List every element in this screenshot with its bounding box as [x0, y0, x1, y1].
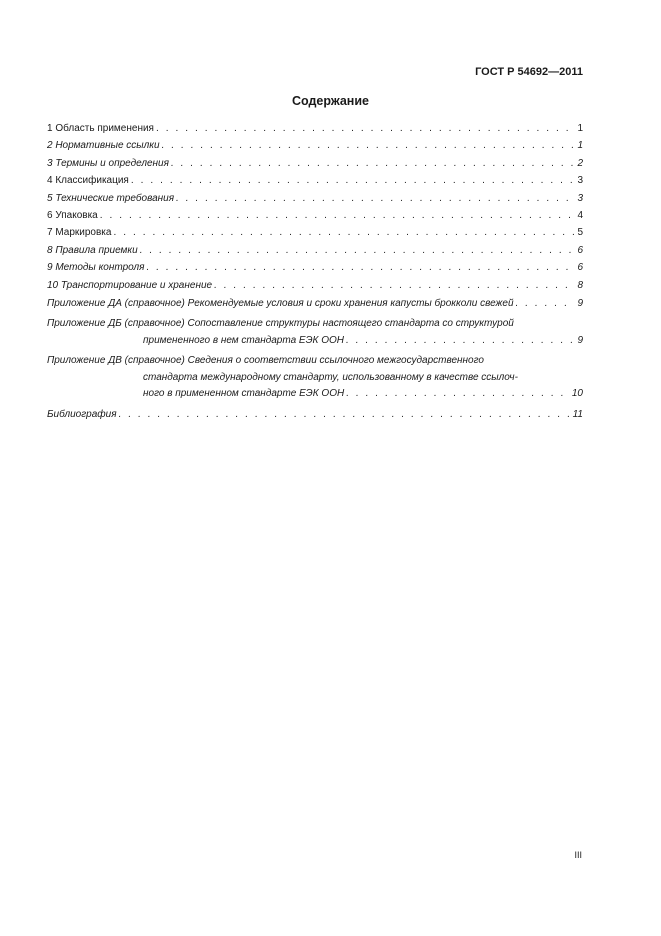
- toc-entry-label: 1 Область применения: [47, 123, 154, 134]
- toc-entry-label: 8 Правила приемки: [47, 244, 138, 256]
- toc-appendix-page: 10: [571, 388, 583, 400]
- toc-appendix-line: [143, 371, 583, 388]
- toc-entry-9[interactable]: [47, 261, 583, 278]
- toc-appendix-title: Рекомендуемые условия и сроки хранения капусты брокколи свежей: [187, 297, 514, 309]
- toc-entry-label: 2 Нормативные ссылки: [47, 140, 160, 152]
- toc-entry-page: 8: [577, 279, 583, 291]
- toc-leader: [176, 192, 574, 206]
- table-of-contents: [47, 122, 583, 425]
- toc-entry-5[interactable]: [47, 192, 583, 209]
- toc-leader: [346, 334, 574, 348]
- toc-entry-page: 11: [572, 408, 583, 420]
- toc-appendix-page: 9: [577, 334, 583, 346]
- toc-entry-page: 2: [577, 157, 583, 169]
- toc-leader: [119, 408, 570, 422]
- toc-entry-1[interactable]: [47, 122, 583, 139]
- toc-appendix-title: Сопоставление структуры настоящего стандарта со структурой: [187, 318, 514, 330]
- toc-entry-label: 9 Методы контроля: [47, 262, 145, 274]
- toc-entry-page: 5: [577, 227, 583, 239]
- page-number: III: [574, 850, 582, 860]
- toc-entry-page: 3: [577, 175, 583, 187]
- toc-appendix-line: [47, 317, 583, 334]
- toc-appendix-prefix: Приложение ДА (справочное): [47, 297, 185, 309]
- toc-appendix-title: Сведения о соответствии ссылочного межгосударственного: [187, 355, 484, 367]
- toc-appendix-title: примененного в нем стандарта ЕЭК ООН: [143, 334, 344, 346]
- toc-entry-page: 1: [577, 123, 583, 134]
- toc-entry-label: Библиография: [47, 408, 117, 420]
- toc-leader: [171, 157, 574, 171]
- toc-entry-label: 3 Термины и определения: [47, 157, 169, 169]
- toc-entry-4[interactable]: [47, 174, 583, 191]
- toc-entry-label: 4 Классификация: [47, 175, 129, 187]
- toc-entry-label: 7 Маркировка: [47, 227, 112, 239]
- toc-entry-2[interactable]: [47, 139, 583, 156]
- toc-leader: [131, 174, 575, 188]
- toc-entry-label: 6 Упаковка: [47, 209, 98, 221]
- toc-appendix-line: [143, 387, 583, 404]
- toc-appendix-da[interactable]: [47, 297, 583, 314]
- toc-appendix-page: 9: [577, 297, 583, 309]
- toc-bibliography[interactable]: [47, 408, 583, 425]
- toc-leader: [162, 139, 575, 153]
- toc-leader: [100, 209, 575, 223]
- toc-entry-label: 10 Транспортирование и хранение: [47, 279, 213, 291]
- toc-entry-page: 1: [577, 140, 583, 152]
- toc-entry-page: 6: [577, 262, 583, 274]
- toc-leader: [140, 244, 575, 258]
- toc-entry-6[interactable]: [47, 209, 583, 226]
- toc-leader: [214, 279, 574, 293]
- toc-title: Содержание: [291, 94, 369, 108]
- toc-appendix-db[interactable]: [47, 317, 583, 350]
- toc-leader: [346, 387, 569, 401]
- toc-entry-7[interactable]: [47, 226, 583, 243]
- toc-leader: [516, 297, 575, 311]
- toc-leader: [146, 261, 574, 275]
- toc-leader: [156, 122, 574, 136]
- toc-entry-10[interactable]: [47, 279, 583, 296]
- toc-leader: [113, 226, 574, 240]
- toc-appendix-prefix: Приложение ДБ (справочное): [47, 318, 185, 330]
- toc-appendix-prefix: Приложение ДВ (справочное): [47, 355, 185, 367]
- toc-entry-page: 6: [577, 244, 583, 256]
- toc-appendix-title: стандарта международному стандарту, использованному в качестве ссылоч-: [143, 371, 518, 383]
- toc-entry-label: 5 Технические требования: [47, 192, 175, 204]
- toc-appendix-dv[interactable]: [47, 354, 583, 404]
- document-code: ГОСТ Р 54692—2011: [475, 66, 583, 78]
- toc-entry-3[interactable]: [47, 157, 583, 174]
- toc-entry-page: 4: [577, 209, 583, 221]
- toc-appendix-line: [143, 334, 583, 351]
- toc-entry-8[interactable]: [47, 244, 583, 261]
- toc-appendix-line: [47, 354, 583, 371]
- toc-entry-page: 3: [577, 192, 583, 204]
- toc-appendix-title: ного в примененном стандарте ЕЭК ООН: [143, 388, 345, 400]
- toc-appendix-line: [47, 297, 583, 314]
